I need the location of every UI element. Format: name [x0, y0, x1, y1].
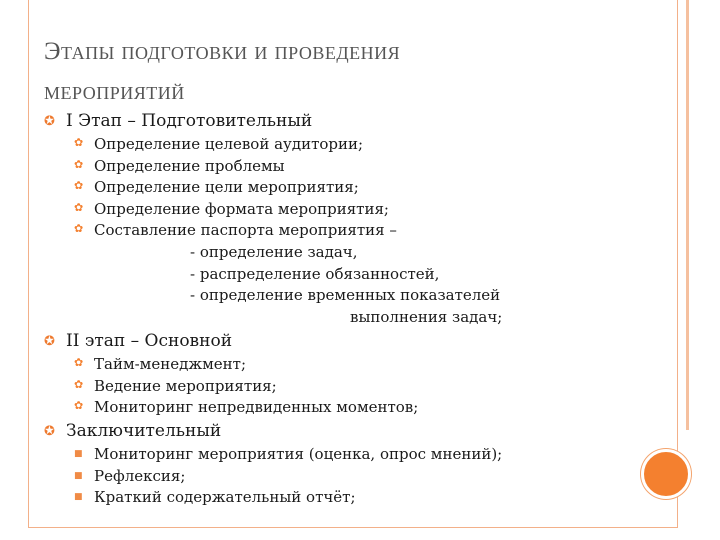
flower-bullet-icon: ✿ — [74, 201, 84, 214]
accent-bar — [686, 0, 689, 430]
sub-item: - определение задач, — [190, 243, 358, 261]
square-bullet-icon: ■ — [74, 471, 83, 481]
circle-glyph-bullet-icon: ✪ — [44, 114, 55, 129]
flower-bullet-icon: ✿ — [74, 378, 84, 391]
flower-bullet-icon: ✿ — [74, 222, 84, 235]
accent-circle — [641, 449, 691, 499]
sub-item: - определение временных показателей — [190, 286, 501, 304]
flower-bullet-icon: ✿ — [74, 179, 84, 192]
flower-bullet-icon: ✿ — [74, 356, 84, 369]
circle-glyph-bullet-icon: ✪ — [44, 334, 55, 349]
title-line-2: мероприятий — [44, 78, 185, 105]
circle-glyph-bullet-icon: ✪ — [44, 424, 55, 439]
slide-title — [44, 32, 604, 112]
flower-bullet-icon: ✿ — [74, 158, 84, 171]
title-line-1: Этапы подготовки и проведения — [44, 38, 401, 65]
flower-bullet-icon: ✿ — [74, 399, 84, 412]
square-bullet-icon: ■ — [74, 449, 83, 459]
sub-item: выполнения задач; — [350, 308, 503, 326]
square-bullet-icon: ■ — [74, 492, 83, 502]
sub-item: - распределение обязанностей, — [190, 265, 440, 283]
flower-bullet-icon: ✿ — [74, 136, 84, 149]
